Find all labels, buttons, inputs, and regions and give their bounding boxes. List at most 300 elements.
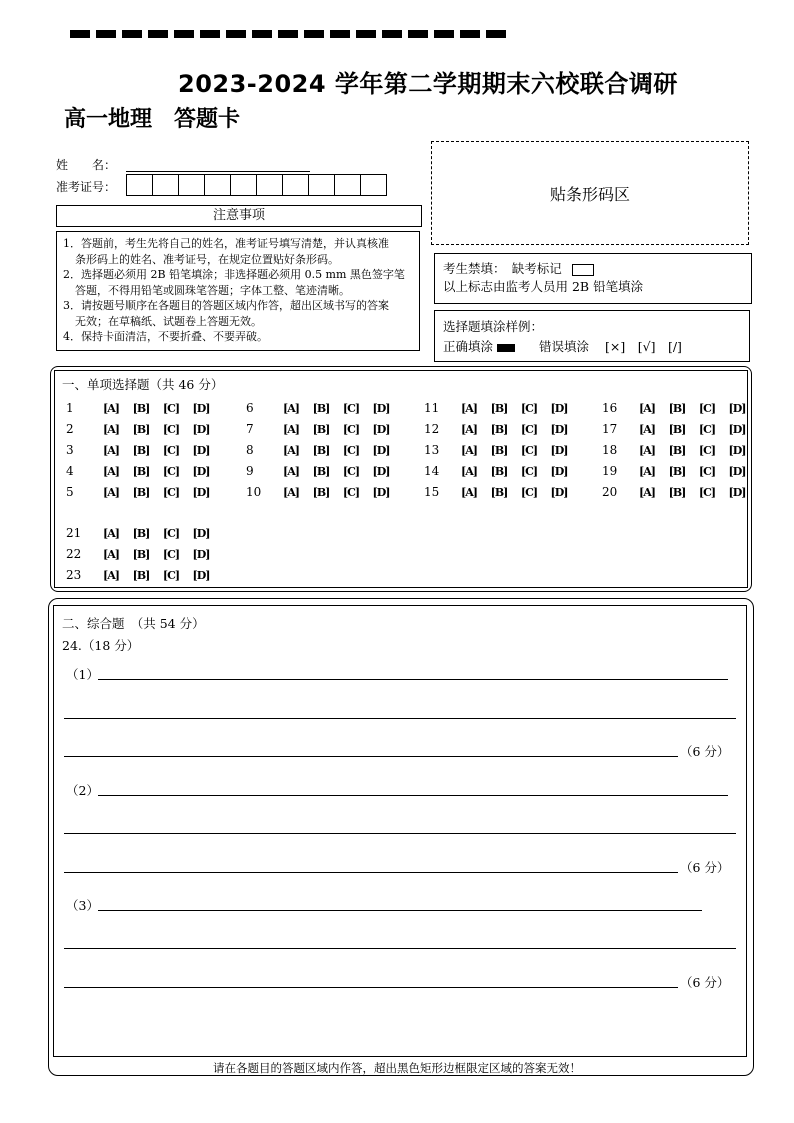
barcode-label: 贴条形码区 (549, 184, 630, 204)
id-label: 准考证号： (56, 180, 117, 194)
option-bubble-a[interactable] (454, 422, 484, 436)
timing-mark (408, 30, 428, 38)
timing-mark (382, 30, 402, 38)
option-bubble-a[interactable] (276, 464, 306, 478)
option-bubble-d[interactable] (366, 401, 396, 415)
option-label: [A] (639, 422, 655, 436)
id-digit-box[interactable] (205, 175, 231, 195)
option-label: [C] (698, 464, 716, 478)
option-bubble-b[interactable] (306, 422, 336, 436)
option-bubble-d[interactable] (722, 401, 752, 415)
question-number: 3 (66, 443, 74, 457)
option-bubble-c[interactable] (692, 485, 722, 499)
option-bubble-d[interactable] (544, 422, 574, 436)
id-digit-box[interactable] (257, 175, 283, 195)
question-row (246, 398, 396, 418)
absent-note: 以上标志由监考人员用 2B 铅笔填涂 (443, 279, 644, 294)
option-bubble-c[interactable] (156, 547, 186, 561)
question-number: 23 (66, 568, 82, 582)
option-bubble-b[interactable] (484, 401, 514, 415)
question-number: 10 (246, 485, 262, 499)
option-bubble-c[interactable] (514, 422, 544, 436)
option-label: [D] (372, 422, 390, 436)
option-label: [C] (162, 526, 180, 540)
option-label: [C] (342, 464, 360, 478)
option-label: [B] (668, 422, 686, 436)
notice-line: 2．选择题必须用 2B 铅笔填涂；非选择题必须用 0.5 mm 黑色签字笔 (63, 268, 405, 281)
option-label: [C] (162, 422, 180, 436)
option-bubble-a[interactable] (96, 464, 126, 478)
option-bubble-b[interactable] (306, 485, 336, 499)
option-bubble-c[interactable] (156, 526, 186, 540)
id-digit-box[interactable] (309, 175, 335, 195)
question-row (66, 565, 216, 585)
option-bubble-a[interactable] (96, 526, 126, 540)
option-label: [B] (668, 485, 686, 499)
question-row (66, 523, 216, 543)
option-label: [A] (639, 464, 655, 478)
option-bubble-b[interactable] (484, 485, 514, 499)
option-bubble-a[interactable] (96, 485, 126, 499)
option-label: [C] (520, 464, 538, 478)
option-bubble-c[interactable] (514, 485, 544, 499)
option-bubble-b[interactable] (662, 443, 692, 457)
option-bubble-d[interactable] (544, 464, 574, 478)
id-digit-box[interactable] (231, 175, 257, 195)
option-bubble-a[interactable] (276, 485, 306, 499)
absent-box (434, 253, 752, 304)
option-label: [D] (372, 401, 390, 415)
option-label: [B] (312, 401, 330, 415)
option-label: [A] (461, 401, 477, 415)
question-row (246, 461, 396, 481)
option-bubble-c[interactable] (156, 401, 186, 415)
name-field[interactable] (126, 170, 310, 172)
option-bubble-c[interactable] (336, 485, 366, 499)
question-number: 2 (66, 422, 74, 436)
option-label: [C] (162, 568, 180, 582)
option-label: [A] (461, 443, 477, 457)
option-label: [B] (490, 485, 508, 499)
question-row (424, 398, 574, 418)
name-label: 姓 名： (56, 158, 117, 172)
option-label: [C] (162, 401, 180, 415)
question-number: 6 (246, 401, 254, 415)
option-bubble-d[interactable] (366, 422, 396, 436)
option-label: [D] (192, 443, 210, 457)
option-bubble-c[interactable] (692, 464, 722, 478)
part-score: （6 分） (680, 975, 730, 990)
option-bubble-d[interactable] (544, 485, 574, 499)
option-label: [B] (132, 443, 150, 457)
option-label: [C] (342, 422, 360, 436)
question-number: 20 (602, 485, 618, 499)
option-bubble-c[interactable] (156, 568, 186, 582)
option-label: [B] (312, 422, 330, 436)
question-row (66, 419, 216, 439)
question-row (66, 440, 216, 460)
notice-line: 无效；在草稿纸、试题卷上答题无效。 (75, 314, 262, 328)
question-row (602, 419, 752, 439)
option-bubble-b[interactable] (306, 401, 336, 415)
sample-title: 选择题填涂样例： (443, 319, 544, 334)
option-label: [D] (728, 443, 746, 457)
question-number: 22 (66, 547, 82, 561)
option-bubble-c[interactable] (514, 443, 544, 457)
option-label: [B] (668, 401, 686, 415)
option-label: [C] (342, 485, 360, 499)
option-label: [A] (283, 485, 299, 499)
part-label: （3） (66, 898, 99, 913)
option-label: [B] (132, 485, 150, 499)
option-bubble-d[interactable] (186, 526, 216, 540)
answer-line[interactable] (64, 832, 736, 834)
question-number: 17 (602, 422, 618, 436)
option-label: [D] (550, 443, 568, 457)
notice-box (56, 231, 420, 351)
id-digit-box[interactable] (283, 175, 309, 195)
question-number: 12 (424, 422, 440, 436)
option-bubble-b[interactable] (662, 422, 692, 436)
option-bubble-d[interactable] (186, 422, 216, 436)
option-label: [D] (192, 464, 210, 478)
question-number: 5 (66, 485, 74, 499)
option-bubble-a[interactable] (96, 401, 126, 415)
option-bubble-d[interactable] (722, 485, 752, 499)
option-bubble-d[interactable] (186, 464, 216, 478)
id-number-boxes[interactable] (126, 174, 387, 196)
option-label: [B] (132, 547, 150, 561)
question-number: 11 (424, 401, 440, 415)
option-label: [A] (103, 464, 119, 478)
option-label: [D] (192, 526, 210, 540)
question-row (424, 440, 574, 460)
option-bubble-a[interactable] (276, 401, 306, 415)
option-bubble-a[interactable] (632, 401, 662, 415)
sample-wrong-label: 错误填涂 (539, 339, 590, 354)
wrong-marks: [×] [√] [/] (605, 339, 682, 354)
option-label: [A] (283, 401, 299, 415)
option-label: [B] (490, 422, 508, 436)
option-label: [A] (103, 443, 119, 457)
question-row (246, 419, 396, 439)
id-digit-box[interactable] (361, 175, 386, 195)
part-score: （6 分） (680, 860, 730, 875)
option-bubble-c[interactable] (692, 443, 722, 457)
question-number: 21 (66, 526, 82, 540)
option-bubble-d[interactable] (544, 401, 574, 415)
option-bubble-b[interactable] (662, 485, 692, 499)
option-bubble-a[interactable] (276, 443, 306, 457)
option-label: [D] (550, 485, 568, 499)
option-bubble-c[interactable] (514, 464, 544, 478)
question-number: 18 (602, 443, 618, 457)
option-label: [B] (132, 526, 150, 540)
option-bubble-b[interactable] (126, 401, 156, 415)
filled-mark-icon (497, 344, 515, 352)
option-label: [A] (283, 464, 299, 478)
option-label: [D] (550, 464, 568, 478)
absent-label: 考生禁填： 缺考标记 (443, 261, 562, 276)
option-label: [B] (132, 422, 150, 436)
option-label: [A] (103, 547, 119, 561)
option-bubble-b[interactable] (126, 443, 156, 457)
option-bubble-d[interactable] (544, 443, 574, 457)
option-bubble-b[interactable] (484, 443, 514, 457)
question-number: 15 (424, 485, 440, 499)
part-label: （1） (66, 667, 99, 682)
question-row (66, 482, 216, 502)
id-digit-box[interactable] (179, 175, 205, 195)
timing-mark (174, 30, 194, 38)
question-row (602, 440, 752, 460)
question-row (602, 461, 752, 481)
question-row (66, 544, 216, 564)
option-label: [B] (312, 464, 330, 478)
option-bubble-a[interactable] (454, 443, 484, 457)
option-label: [B] (490, 443, 508, 457)
id-digit-box[interactable] (335, 175, 361, 195)
option-label: [A] (461, 422, 477, 436)
option-bubble-c[interactable] (336, 443, 366, 457)
question-number: 7 (246, 422, 254, 436)
option-bubble-b[interactable] (484, 422, 514, 436)
option-label: [C] (520, 401, 538, 415)
option-bubble-b[interactable] (126, 568, 156, 582)
option-label: [B] (312, 443, 330, 457)
section2-inner-border (53, 605, 747, 1057)
question-row (246, 440, 396, 460)
option-bubble-c[interactable] (156, 422, 186, 436)
option-label: [C] (520, 485, 538, 499)
option-bubble-c[interactable] (336, 464, 366, 478)
option-bubble-a[interactable] (96, 568, 126, 582)
footer-warning: 请在各题目的答题区域内作答，超出黑色矩形边框限定区域的答案无效！ (213, 1061, 581, 1075)
answer-line[interactable] (64, 986, 678, 988)
timing-mark (304, 30, 324, 38)
page-subtitle: 高一地理 答题卡 (64, 107, 241, 132)
option-label: [A] (639, 485, 655, 499)
timing-mark (122, 30, 142, 38)
barcode-area (431, 141, 749, 245)
option-bubble-b[interactable] (126, 422, 156, 436)
id-digit-box[interactable] (127, 175, 153, 195)
section1-title: 一、单项选择题（共 46 分） (62, 377, 224, 392)
question-number: 9 (246, 464, 254, 478)
option-label: [C] (162, 485, 180, 499)
question-row (66, 398, 216, 418)
question-row (424, 482, 574, 502)
option-bubble-a[interactable] (454, 401, 484, 415)
timing-mark (434, 30, 454, 38)
option-label: [C] (162, 464, 180, 478)
option-label: [A] (639, 401, 655, 415)
question-row (602, 398, 752, 418)
option-label: [B] (490, 401, 508, 415)
option-bubble-a[interactable] (632, 443, 662, 457)
timing-mark (96, 30, 116, 38)
question-number: 19 (602, 464, 618, 478)
answer-line[interactable] (64, 947, 736, 949)
option-bubble-c[interactable] (692, 401, 722, 415)
option-label: [C] (698, 422, 716, 436)
option-label: [C] (342, 401, 360, 415)
question-number: 13 (424, 443, 440, 457)
option-bubble-a[interactable] (96, 547, 126, 561)
option-bubble-d[interactable] (722, 464, 752, 478)
option-label: [D] (372, 464, 390, 478)
fill-sample-box (434, 310, 750, 362)
option-bubble-b[interactable] (126, 485, 156, 499)
option-bubble-a[interactable] (632, 485, 662, 499)
notice-line: 1．答题前，考生先将自己的姓名，准考证号填写清楚，并认真核准 (63, 237, 389, 250)
option-bubble-a[interactable] (632, 422, 662, 436)
question-row (424, 419, 574, 439)
option-bubble-d[interactable] (366, 464, 396, 478)
option-bubble-d[interactable] (366, 485, 396, 499)
option-label: [A] (461, 464, 477, 478)
option-label: [D] (192, 422, 210, 436)
option-label: [A] (103, 568, 119, 582)
answer-line[interactable] (64, 755, 678, 757)
timing-mark (252, 30, 272, 38)
timing-marks (70, 30, 506, 38)
option-bubble-c[interactable] (336, 422, 366, 436)
option-bubble-d[interactable] (186, 443, 216, 457)
option-bubble-b[interactable] (306, 464, 336, 478)
question-number: 1 (66, 401, 74, 415)
section2-title: 二、综合题 （共 54 分） (62, 616, 205, 631)
option-label: [D] (550, 422, 568, 436)
option-label: [D] (550, 401, 568, 415)
notice-line: 3．请按题号顺序在各题目的答题区域内作答，超出区域书写的答案 (63, 299, 389, 312)
option-bubble-c[interactable] (156, 485, 186, 499)
option-bubble-b[interactable] (662, 401, 692, 415)
part-score: （6 分） (680, 744, 730, 759)
option-label: [D] (192, 568, 210, 582)
option-bubble-d[interactable] (722, 443, 752, 457)
option-label: [A] (103, 526, 119, 540)
option-label: [D] (192, 547, 210, 561)
timing-mark (486, 30, 506, 38)
notice-line: 条形码上的姓名、准考证号，在规定位置贴好条形码。 (75, 252, 339, 266)
option-label: [C] (520, 422, 538, 436)
option-bubble-a[interactable] (632, 464, 662, 478)
absent-mark-box[interactable] (572, 264, 594, 276)
option-label: [D] (192, 401, 210, 415)
option-label: [A] (103, 422, 119, 436)
option-label: [C] (162, 443, 180, 457)
option-bubble-d[interactable] (722, 422, 752, 436)
option-bubble-a[interactable] (454, 464, 484, 478)
question-number: 4 (66, 464, 74, 478)
notice-heading: 注意事项 (56, 205, 422, 227)
option-bubble-d[interactable] (366, 443, 396, 457)
option-label: [C] (698, 401, 716, 415)
question-24-heading: 24.（18 分） (62, 638, 140, 653)
notice-line: 答题，不得用铅笔或圆珠笔答题；字体工整、笔迹清晰。 (75, 283, 350, 297)
option-label: [A] (103, 485, 119, 499)
answer-line[interactable] (64, 871, 678, 873)
timing-mark (460, 30, 480, 38)
option-bubble-d[interactable] (186, 568, 216, 582)
option-bubble-b[interactable] (662, 464, 692, 478)
question-number: 8 (246, 443, 254, 457)
timing-mark (70, 30, 90, 38)
question-row (246, 482, 396, 502)
question-number: 16 (602, 401, 618, 415)
option-bubble-a[interactable] (454, 485, 484, 499)
timing-mark (148, 30, 168, 38)
option-label: [C] (162, 547, 180, 561)
answer-line[interactable] (98, 678, 728, 680)
option-bubble-d[interactable] (186, 485, 216, 499)
option-bubble-d[interactable] (186, 547, 216, 561)
option-label: [D] (728, 485, 746, 499)
option-bubble-d[interactable] (186, 401, 216, 415)
option-label: [C] (342, 443, 360, 457)
id-digit-box[interactable] (153, 175, 179, 195)
option-label: [B] (668, 443, 686, 457)
option-bubble-a[interactable] (276, 422, 306, 436)
notice-line: 4．保持卡面清洁，不要折叠、不要弄破。 (63, 330, 268, 343)
option-label: [B] (132, 464, 150, 478)
option-label: [A] (103, 401, 119, 415)
option-label: [A] (283, 443, 299, 457)
option-bubble-b[interactable] (484, 464, 514, 478)
timing-mark (200, 30, 220, 38)
sample-correct-label: 正确填涂 (443, 339, 494, 354)
option-bubble-b[interactable] (126, 526, 156, 540)
option-bubble-c[interactable] (156, 464, 186, 478)
option-label: [D] (372, 443, 390, 457)
option-label: [C] (698, 443, 716, 457)
timing-mark (330, 30, 350, 38)
option-label: [A] (283, 422, 299, 436)
option-bubble-c[interactable] (514, 401, 544, 415)
answer-line[interactable] (98, 909, 702, 911)
option-bubble-b[interactable] (126, 547, 156, 561)
timing-mark (226, 30, 246, 38)
page-title: 2023-2024 学年第二学期期末六校联合调研 (178, 70, 678, 98)
option-bubble-c[interactable] (336, 401, 366, 415)
timing-mark (356, 30, 376, 38)
option-label: [B] (490, 464, 508, 478)
option-label: [B] (132, 401, 150, 415)
question-row (602, 482, 752, 502)
option-bubble-b[interactable] (306, 443, 336, 457)
option-label: [D] (728, 464, 746, 478)
answer-line[interactable] (98, 794, 728, 796)
option-bubble-c[interactable] (692, 422, 722, 436)
option-bubble-a[interactable] (96, 443, 126, 457)
option-label: [C] (520, 443, 538, 457)
option-bubble-b[interactable] (126, 464, 156, 478)
option-bubble-a[interactable] (96, 422, 126, 436)
part-label: （2） (66, 783, 99, 798)
question-number: 14 (424, 464, 440, 478)
answer-line[interactable] (64, 717, 736, 719)
question-row (66, 461, 216, 481)
option-label: [D] (728, 422, 746, 436)
option-label: [D] (372, 485, 390, 499)
option-label: [B] (132, 568, 150, 582)
option-label: [D] (192, 485, 210, 499)
option-bubble-c[interactable] (156, 443, 186, 457)
option-label: [B] (668, 464, 686, 478)
option-label: [D] (728, 401, 746, 415)
option-label: [B] (312, 485, 330, 499)
